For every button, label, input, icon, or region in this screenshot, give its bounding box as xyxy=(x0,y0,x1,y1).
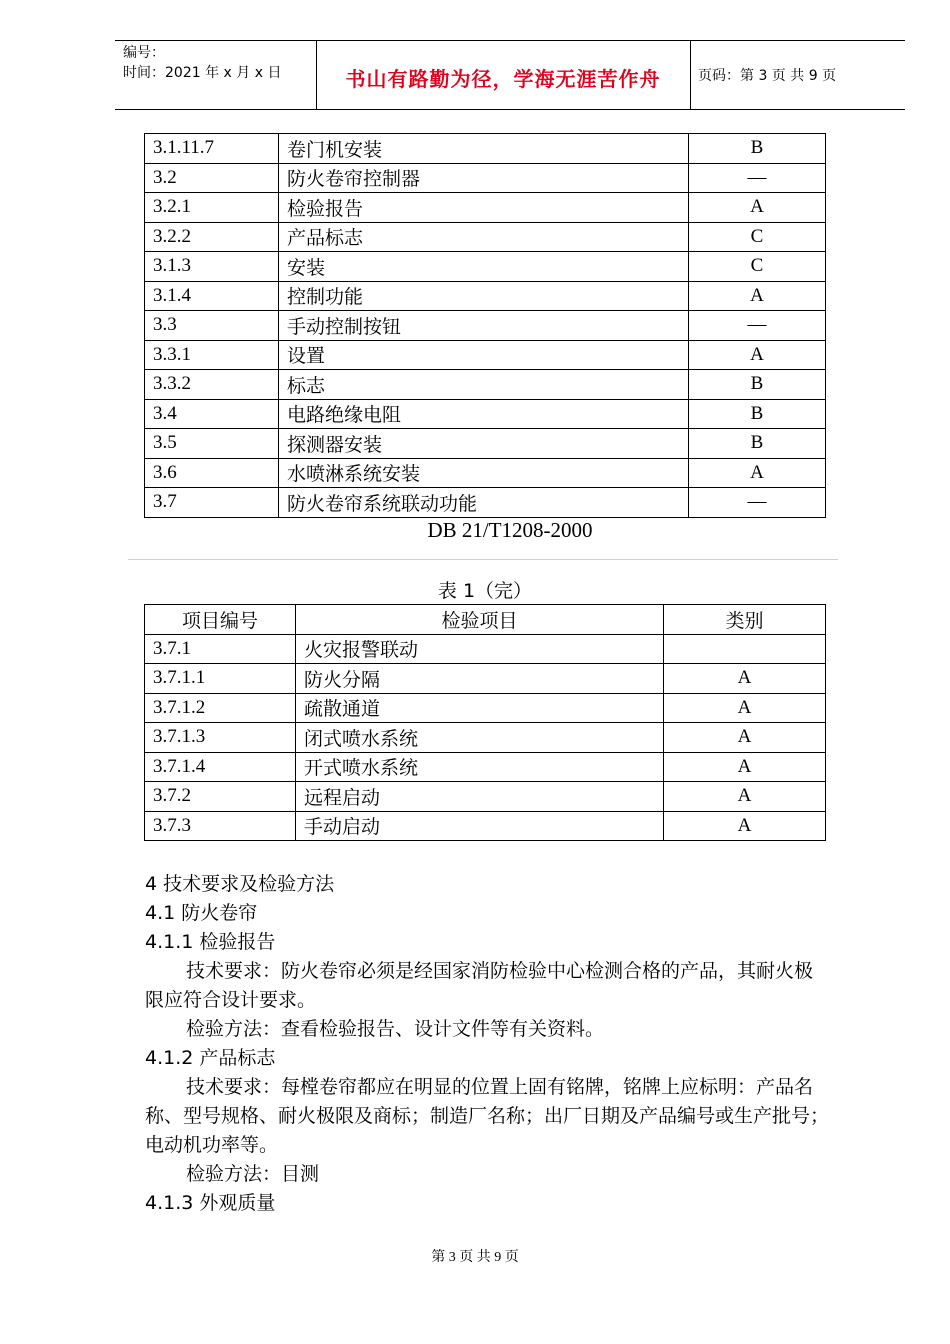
item-code: 3.7.1.3 xyxy=(145,723,296,753)
item-name: 电路绝缘电阻 xyxy=(279,399,689,429)
table-row xyxy=(145,752,826,782)
table-row xyxy=(145,664,826,694)
page-footer: 第 3 页 共 9 页 xyxy=(431,1250,519,1265)
item-name: 闭式喷水系统 xyxy=(296,723,664,753)
item-code: 3.3 xyxy=(145,311,279,341)
item-class: A xyxy=(664,782,826,812)
item-class: C xyxy=(689,222,826,252)
section-4-1-2-heading: 4.1.2 产品标志 xyxy=(145,1047,276,1069)
item-name: 标志 xyxy=(279,370,689,400)
paragraph-text: 检验方法：查看检验报告、设计文件等有关资料。 xyxy=(186,1018,605,1040)
item-name: 远程启动 xyxy=(296,782,664,812)
item-name: 防火卷帘控制器 xyxy=(279,163,689,193)
table-row xyxy=(145,134,826,164)
section-body xyxy=(145,870,895,1218)
item-code: 3.3.1 xyxy=(145,340,279,370)
item-code: 3.7 xyxy=(145,488,279,518)
table-row xyxy=(145,281,826,311)
item-class: A xyxy=(664,811,826,841)
item-code: 3.1.11.7 xyxy=(145,134,279,164)
doc-time-label: 时间：2021 年 x 月 x 日 xyxy=(123,65,282,81)
item-name: 卷门机安装 xyxy=(279,134,689,164)
table-row xyxy=(145,811,826,841)
item-name: 控制功能 xyxy=(279,281,689,311)
item-class: A xyxy=(689,458,826,488)
item-class: — xyxy=(689,488,826,518)
item-code: 3.2.1 xyxy=(145,193,279,223)
item-code: 3.2 xyxy=(145,163,279,193)
table-row xyxy=(145,311,826,341)
item-code: 3.1.4 xyxy=(145,281,279,311)
item-class: A xyxy=(664,752,826,782)
item-name: 防火分隔 xyxy=(296,664,664,694)
table-row xyxy=(145,340,826,370)
item-class: — xyxy=(689,311,826,341)
item-class: B xyxy=(689,399,826,429)
item-class: A xyxy=(664,693,826,723)
item-class: — xyxy=(689,163,826,193)
item-code: 3.4 xyxy=(145,399,279,429)
item-code: 3.7.2 xyxy=(145,782,296,812)
item-name: 安装 xyxy=(279,252,689,282)
table-row xyxy=(145,193,826,223)
item-name: 设置 xyxy=(279,340,689,370)
table-row xyxy=(145,429,826,459)
item-class: C xyxy=(689,252,826,282)
header-divider xyxy=(690,41,691,109)
table-row xyxy=(145,163,826,193)
doc-id-label: 编号： xyxy=(123,45,165,61)
table-row xyxy=(145,723,826,753)
item-name: 火灾报警联动 xyxy=(296,634,664,664)
item-code: 3.2.2 xyxy=(145,222,279,252)
table-row xyxy=(145,458,826,488)
item-name: 水喷淋系统安装 xyxy=(279,458,689,488)
page-header xyxy=(115,40,905,110)
item-code: 3.7.1.1 xyxy=(145,664,296,694)
item-class: A xyxy=(664,723,826,753)
header-code: 项目编号 xyxy=(145,605,296,635)
section-4-1-3-heading: 4.1.3 外观质量 xyxy=(145,1192,276,1214)
table-row xyxy=(145,488,826,518)
item-class: A xyxy=(664,664,826,694)
item-class: B xyxy=(689,370,826,400)
standard-code: DB 21/T1208-2000 xyxy=(427,518,593,542)
inspection-table-final xyxy=(144,604,826,841)
item-code: 3.3.2 xyxy=(145,370,279,400)
item-code: 3.7.1.4 xyxy=(145,752,296,782)
paragraph-text: 技术要求：防火卷帘必须是经国家消防检验中心检测合格的产品，其耐火极 xyxy=(186,960,814,982)
item-code: 3.7.1.2 xyxy=(145,693,296,723)
item-class: A xyxy=(689,193,826,223)
section-4-1-1-heading: 4.1.1 检验报告 xyxy=(145,931,276,953)
item-class: A xyxy=(689,281,826,311)
header-page-info: 页码：第 3 页 共 9 页 xyxy=(698,68,837,84)
item-name: 探测器安装 xyxy=(279,429,689,459)
page-separator xyxy=(128,559,838,560)
item-name: 手动控制按钮 xyxy=(279,311,689,341)
item-code: 3.7.1 xyxy=(145,634,296,664)
paragraph-text: 电动机功率等。 xyxy=(145,1134,279,1156)
section-4-1-heading: 4.1 防火卷帘 xyxy=(145,902,258,924)
item-code: 3.7.3 xyxy=(145,811,296,841)
paragraph-text: 技术要求：每樘卷帘都应在明显的位置上固有铭牌，铭牌上应标明：产品名 xyxy=(186,1076,814,1098)
inspection-table-continued xyxy=(144,133,826,518)
item-class: A xyxy=(689,340,826,370)
item-class: B xyxy=(689,429,826,459)
header-motto: 书山有路勤为径，学海无涯苦作舟 xyxy=(345,67,661,91)
item-name: 开式喷水系统 xyxy=(296,752,664,782)
table-row xyxy=(145,399,826,429)
table-row xyxy=(145,252,826,282)
item-code: 3.5 xyxy=(145,429,279,459)
item-name: 检验报告 xyxy=(279,193,689,223)
section-4-heading: 4 技术要求及检验方法 xyxy=(145,873,335,895)
table-row xyxy=(145,782,826,812)
item-class: B xyxy=(689,134,826,164)
item-code: 3.6 xyxy=(145,458,279,488)
header-item: 检验项目 xyxy=(296,605,664,635)
table-caption: 表 1（完） xyxy=(437,580,533,602)
table-row xyxy=(145,634,826,664)
item-name: 疏散通道 xyxy=(296,693,664,723)
paragraph-text: 限应符合设计要求。 xyxy=(145,989,317,1011)
table-header-row xyxy=(145,605,826,635)
item-name: 产品标志 xyxy=(279,222,689,252)
item-class xyxy=(664,634,826,664)
table-row xyxy=(145,370,826,400)
table-row xyxy=(145,693,826,723)
paragraph-text: 检验方法：目测 xyxy=(186,1163,320,1185)
paragraph-text: 称、型号规格、耐火极限及商标；制造厂名称；出厂日期及产品编号或生产批号； xyxy=(145,1105,830,1127)
header-class: 类别 xyxy=(664,605,826,635)
item-code: 3.1.3 xyxy=(145,252,279,282)
item-name: 手动启动 xyxy=(296,811,664,841)
table-row xyxy=(145,222,826,252)
item-name: 防火卷帘系统联动功能 xyxy=(279,488,689,518)
header-meta xyxy=(123,43,281,83)
